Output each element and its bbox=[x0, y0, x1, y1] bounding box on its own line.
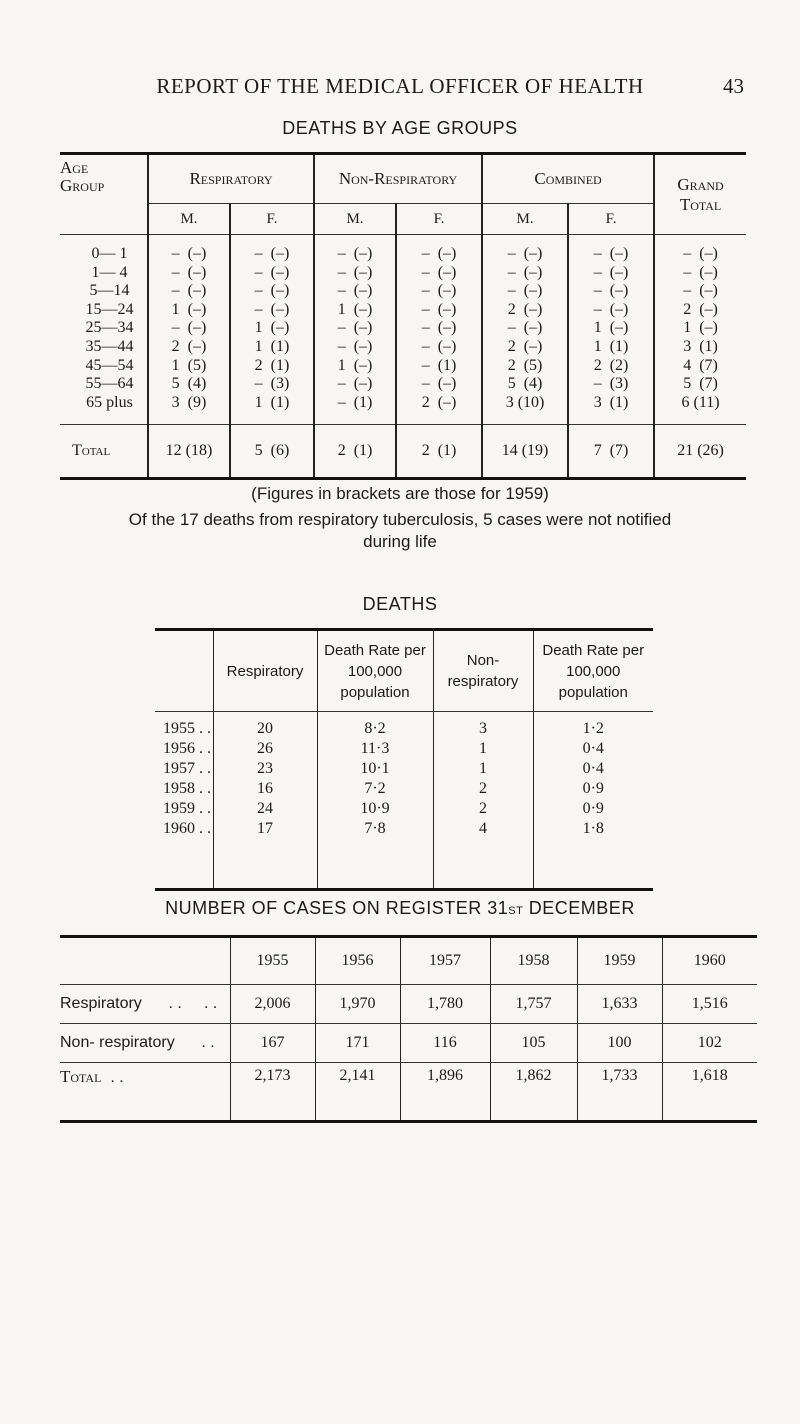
label-header bbox=[60, 937, 230, 985]
sub-header-m: M. bbox=[148, 204, 230, 235]
table-row: Non- respiratory . . 167 171 116 105 100 102 bbox=[60, 1024, 757, 1063]
table-row: 1955 . . 20 8·2 3 1·2 bbox=[155, 712, 653, 740]
table-row: 55—64 5 (4) – (3) – (–) – (–) 5 (4) – (3) 5 (7) bbox=[60, 375, 746, 394]
table1-title: DEATHS BY AGE GROUPS bbox=[282, 118, 518, 138]
table-row: 35—44 2 (–) 1 (1) – (–) – (–) 2 (–) 1 (1) 3 (1) bbox=[60, 338, 746, 357]
respiratory-header: Respiratory bbox=[148, 154, 314, 204]
combined-header: Combined bbox=[482, 154, 654, 204]
total-label: Total bbox=[60, 1067, 102, 1086]
table-row: 15—24 1 (–) – (–) 1 (–) – (–) 2 (–) – (–) 2 (–) bbox=[60, 301, 746, 320]
brackets-note: (Figures in brackets are those for 1959) bbox=[251, 484, 549, 503]
year-header: 1956 bbox=[315, 937, 400, 985]
year-header: 1955 bbox=[230, 937, 315, 985]
table-row: 1957 . . 23 10·1 1 0·4 bbox=[155, 759, 653, 779]
table-row: 65 plus 3 (9) 1 (1) – (1) 2 (–) 3 (10) 3 (1) 6 (11) bbox=[60, 394, 746, 425]
year-header: 1958 bbox=[490, 937, 577, 985]
year-header: 1959 bbox=[577, 937, 662, 985]
table-row: 1960 . . 17 7·8 4 1·8 bbox=[155, 819, 653, 890]
sub-header-f: F. bbox=[230, 204, 314, 235]
running-title: REPORT OF THE MEDICAL OFFICER OF HEALTH bbox=[156, 74, 644, 98]
year-header: 1960 bbox=[662, 937, 757, 985]
table-row: 25—34 – (–) 1 (–) – (–) – (–) – (–) 1 (–) 1 (–) bbox=[60, 319, 746, 338]
respiratory-header: Respiratory bbox=[213, 630, 317, 712]
deaths-rate-table bbox=[155, 628, 653, 891]
table-row: 0— 1 – (–) – (–) – (–) – (–) – (–) – (–) – (–) bbox=[60, 235, 746, 264]
page-number: 43 bbox=[723, 74, 744, 98]
sub-header-m: M. bbox=[482, 204, 568, 235]
table-row: 1959 . . 24 10·9 2 0·9 bbox=[155, 799, 653, 819]
table2-title: DEATHS bbox=[362, 594, 438, 614]
deaths-by-age-table bbox=[60, 152, 746, 480]
total-row: Total 12 (18) 5 (6) 2 (1) 2 (1) 14 (19) 7 (7) 21 (26) bbox=[60, 425, 746, 479]
year-header bbox=[155, 630, 213, 712]
year-header: 1957 bbox=[400, 937, 490, 985]
death-rate-header: Death Rate per 100,000 population bbox=[317, 630, 433, 712]
table-row: Respiratory . . . . 2,006 1,970 1,780 1,757 1,633 1,516 bbox=[60, 985, 757, 1024]
non-respiratory-header: Non- respiratory bbox=[433, 630, 533, 712]
sub-header-f: F. bbox=[568, 204, 654, 235]
tuberculosis-note-line1: Of the 17 deaths from respiratory tuberculosis, 5 cases were not notified bbox=[128, 510, 672, 529]
table-row: 45—54 1 (5) 2 (1) 1 (–) – (1) 2 (5) 2 (2) 4 (7) bbox=[60, 357, 746, 376]
non-respiratory-header: Non-Respiratory bbox=[314, 154, 482, 204]
total-row: Total . . 2,173 2,141 1,896 1,862 1,733 1,618 bbox=[60, 1063, 757, 1122]
page-header bbox=[0, 74, 800, 104]
death-rate-header: Death Rate per 100,000 population bbox=[533, 630, 653, 712]
table-row: 1— 4 – (–) – (–) – (–) – (–) – (–) – (–) – (–) bbox=[60, 264, 746, 283]
age-group-header: Age Group bbox=[60, 154, 148, 235]
sub-header-m: M. bbox=[314, 204, 396, 235]
tuberculosis-note-line2: during life bbox=[363, 532, 437, 551]
table-row: 1958 . . 16 7·2 2 0·9 bbox=[155, 779, 653, 799]
table-row: 1956 . . 26 11·3 1 0·4 bbox=[155, 739, 653, 759]
cases-register-table bbox=[60, 935, 757, 1123]
sub-header-f: F. bbox=[396, 204, 482, 235]
total-dots: . . bbox=[101, 1069, 124, 1086]
grand-total-header: Grand Total bbox=[654, 154, 746, 235]
table-row: 5—14 – (–) – (–) – (–) – (–) – (–) – (–) – (–) bbox=[60, 282, 746, 301]
table3-title: NUMBER OF CASES ON REGISTER 31st DECEMBER bbox=[165, 898, 635, 918]
